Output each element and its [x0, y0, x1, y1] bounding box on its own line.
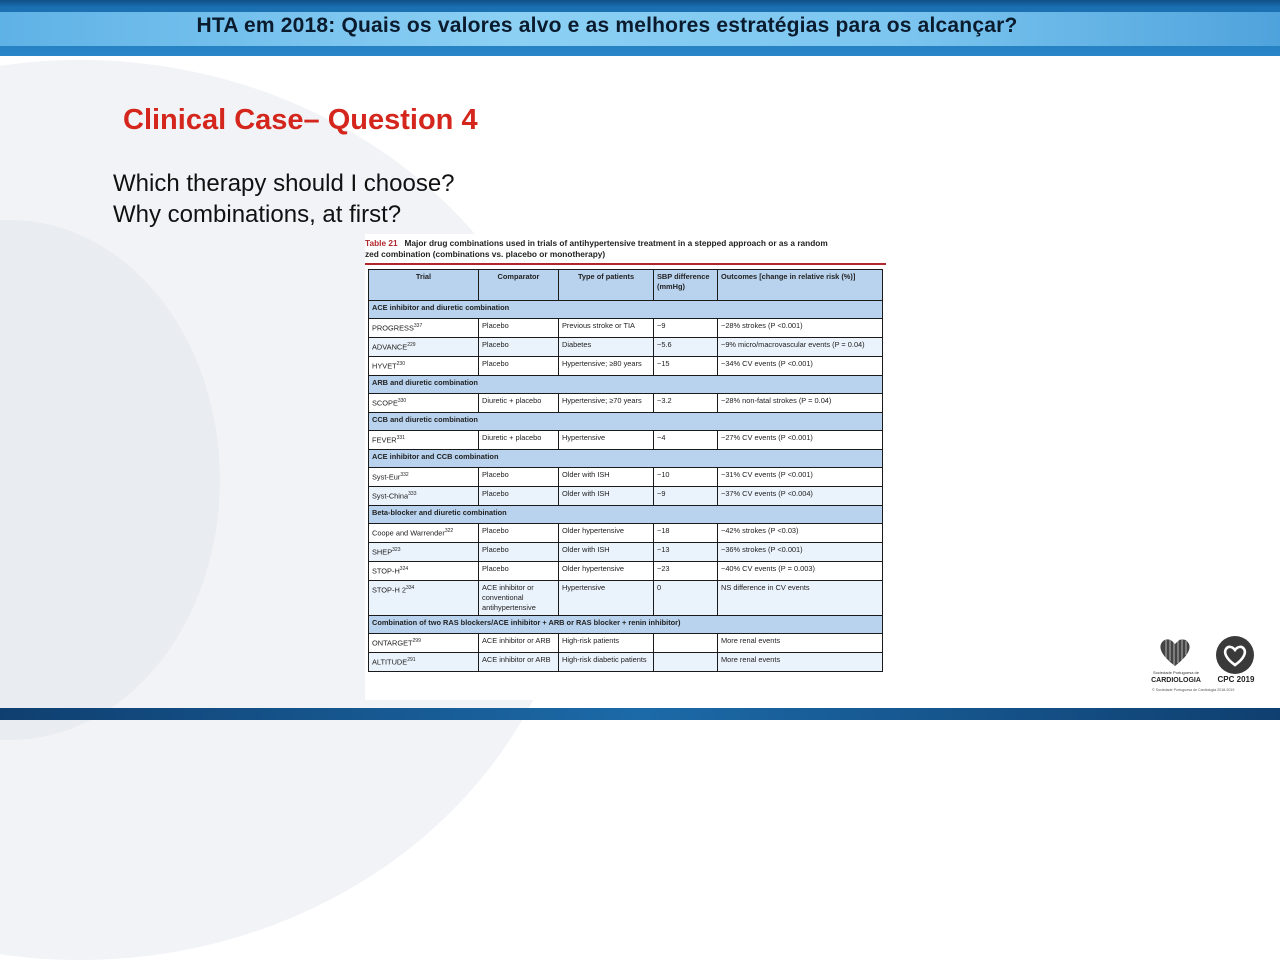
comparator-cell: Placebo	[479, 318, 559, 337]
cpc-logo	[1216, 636, 1254, 674]
table-row	[369, 523, 883, 542]
outcome-cell: −28% strokes (P <0.001)	[718, 318, 883, 337]
trial-name: Coope and Warrender	[372, 527, 445, 537]
patients-cell: Older with ISH	[559, 486, 654, 505]
outcome-cell: More renal events	[718, 633, 883, 652]
table-row	[369, 580, 883, 615]
cpc-label: CPC 2019	[1217, 675, 1255, 684]
trial-reference: 331	[396, 434, 405, 441]
comparator-cell: Placebo	[479, 337, 559, 356]
trial-cell	[369, 486, 479, 505]
outcome-cell: −31% CV events (P <0.001)	[718, 467, 883, 486]
outcome-cell: −40% CV events (P = 0.003)	[718, 561, 883, 580]
sbp-cell: −5.6	[654, 337, 718, 356]
patients-cell: High-risk diabetic patients	[559, 652, 654, 671]
table-group-row	[369, 505, 883, 523]
trial-cell	[369, 542, 479, 561]
patients-cell: Diabetes	[559, 337, 654, 356]
table-group-row	[369, 412, 883, 430]
group-title: ARB and diuretic combination	[369, 375, 883, 393]
outcome-cell: −42% strokes (P <0.03)	[718, 523, 883, 542]
patients-cell: Older hypertensive	[559, 523, 654, 542]
sbp-cell: −23	[654, 561, 718, 580]
trial-reference: 334	[405, 584, 415, 591]
outcome-cell: −34% CV events (P <0.001)	[718, 356, 883, 375]
table-group-row	[369, 615, 883, 633]
table-row	[369, 318, 883, 337]
sbp-cell: −9	[654, 318, 718, 337]
patients-cell: Previous stroke or TIA	[559, 318, 654, 337]
trial-reference: 230	[396, 360, 405, 367]
patients-cell: Hypertensive	[559, 430, 654, 449]
header-bar	[0, 0, 1280, 56]
sbp-cell: −18	[654, 523, 718, 542]
spc-name: CARDIOLOGIA	[1151, 677, 1201, 684]
trial-name: SCOPE	[372, 397, 398, 407]
trial-cell	[369, 430, 479, 449]
trial-cell	[369, 580, 479, 615]
question-1: Which therapy should I choose?	[113, 170, 455, 197]
comparator-cell: Placebo	[479, 523, 559, 542]
sbp-cell: 0	[654, 580, 718, 615]
outcome-cell: −37% CV events (P <0.004)	[718, 486, 883, 505]
outcome-cell: −27% CV events (P <0.001)	[718, 430, 883, 449]
trial-reference: 333	[408, 490, 417, 497]
trial-name: Syst-Eur	[372, 471, 401, 481]
trial-cell	[369, 652, 479, 671]
drug-combination-table-figure	[365, 234, 889, 700]
comparator-cell: Diuretic + placebo	[479, 430, 559, 449]
logos-area	[1150, 632, 1270, 698]
comparator-cell: Diuretic + placebo	[479, 393, 559, 412]
patients-cell: Hypertensive; ≥70 years	[559, 393, 654, 412]
trial-name: Syst-China	[372, 490, 409, 500]
outcome-cell: More renal events	[718, 652, 883, 671]
sbp-cell: −3.2	[654, 393, 718, 412]
comparator-cell: Placebo	[479, 467, 559, 486]
sbp-cell	[654, 652, 718, 671]
trial-name: SHEP	[372, 546, 393, 556]
group-title: Beta-blocker and diuretic combination	[369, 505, 883, 523]
table-row	[369, 542, 883, 561]
patients-cell: Older hypertensive	[559, 561, 654, 580]
trial-reference: 324	[399, 565, 409, 572]
sbp-cell: −4	[654, 430, 718, 449]
trial-reference: 291	[407, 656, 416, 663]
column-header: SBP difference (mmHg)	[654, 269, 718, 300]
table-group-row	[369, 375, 883, 393]
trial-cell	[369, 633, 479, 652]
table-row	[369, 467, 883, 486]
caption-divider	[365, 263, 886, 265]
trial-cell	[369, 318, 479, 337]
trial-reference: 322	[444, 527, 454, 534]
comparator-cell: Placebo	[479, 561, 559, 580]
trial-reference: 229	[407, 341, 416, 348]
trial-reference: 332	[400, 471, 409, 478]
table-header-row	[369, 269, 883, 300]
trial-name: FEVER	[372, 434, 397, 444]
spc-small-text: Sociedade Portuguesa de	[1152, 670, 1200, 675]
table-number: Table 21	[365, 238, 398, 248]
trial-name: STOP-H	[372, 565, 400, 575]
comparator-cell: Placebo	[479, 356, 559, 375]
table-row	[369, 337, 883, 356]
logo-footer: © Sociedade Portuguesa de Cardiologia 2018-2019	[1152, 688, 1235, 692]
outcome-cell: −9% micro/macrovascular events (P = 0.04)	[718, 337, 883, 356]
trial-name: STOP-H 2	[372, 584, 406, 594]
group-title: ACE inhibitor and diuretic combination	[369, 300, 883, 318]
column-header: Trial	[369, 269, 479, 300]
cpc-heart-icon	[1216, 636, 1254, 674]
trial-reference: 337	[413, 322, 423, 329]
outcome-cell: NS difference in CV events	[718, 580, 883, 615]
sbp-cell: −9	[654, 486, 718, 505]
comparator-cell: Placebo	[479, 542, 559, 561]
trial-cell	[369, 356, 479, 375]
comparator-cell: ACE inhibitor or conventional antihypertensive	[479, 580, 559, 615]
group-title: ACE inhibitor and CCB combination	[369, 449, 883, 467]
column-header: Comparator	[479, 269, 559, 300]
trial-name: ADVANCE	[372, 341, 408, 351]
table-group-row	[369, 449, 883, 467]
table-group-row	[369, 300, 883, 318]
sbp-cell	[654, 633, 718, 652]
trial-reference: 299	[412, 637, 421, 644]
comparator-cell: Placebo	[479, 486, 559, 505]
trial-name: ALTITUDE	[372, 656, 408, 666]
patients-cell: Hypertensive	[559, 580, 654, 615]
spc-heart-logo	[1158, 636, 1192, 668]
table-row	[369, 486, 883, 505]
outcome-cell: −36% strokes (P <0.001)	[718, 542, 883, 561]
trial-reference: 330	[397, 397, 407, 404]
question-2: Why combinations, at first?	[113, 201, 402, 228]
table-row	[369, 430, 883, 449]
patients-cell: High-risk patients	[559, 633, 654, 652]
table-row	[369, 356, 883, 375]
group-title: Combination of two RAS blockers/ACE inhibitor + ARB or RAS blocker + renin inhibitor)	[369, 615, 883, 633]
outcome-cell: −28% non-fatal strokes (P = 0.04)	[718, 393, 883, 412]
table-caption-line1: Major drug combinations used in trials of antihypertensive treatment in a stepped approach or as a random	[404, 238, 828, 248]
slide-header-title: HTA em 2018: Quais os valores alvo e as melhores estratégias para os alcançar?	[196, 14, 1018, 37]
table-row	[369, 633, 883, 652]
patients-cell: Older with ISH	[559, 542, 654, 561]
table-caption	[365, 234, 889, 260]
table-row	[369, 393, 883, 412]
trial-name: ONTARGET	[372, 637, 413, 647]
patients-cell: Hypertensive; ≥80 years	[559, 356, 654, 375]
trial-cell	[369, 523, 479, 542]
trial-name: PROGRESS	[372, 322, 414, 332]
footer-bar	[0, 708, 1280, 720]
trial-cell	[369, 561, 479, 580]
trial-name: HYVET	[372, 360, 397, 370]
trial-cell	[369, 337, 479, 356]
slide-heading: Clinical Case– Question 4	[123, 104, 478, 136]
trial-cell	[369, 467, 479, 486]
sbp-cell: −15	[654, 356, 718, 375]
comparator-cell: ACE inhibitor or ARB	[479, 633, 559, 652]
sbp-cell: −10	[654, 467, 718, 486]
table-caption-line2: zed combination (combinations vs. placebo or monotherapy)	[365, 249, 606, 259]
sbp-cell: −13	[654, 542, 718, 561]
comparator-cell: ACE inhibitor or ARB	[479, 652, 559, 671]
trial-reference: 323	[392, 546, 401, 553]
column-header: Outcomes [change in relative risk (%)]	[718, 269, 883, 300]
drug-combination-table	[368, 269, 883, 672]
table-row	[369, 652, 883, 671]
patients-cell: Older with ISH	[559, 467, 654, 486]
group-title: CCB and diuretic combination	[369, 412, 883, 430]
table-row	[369, 561, 883, 580]
trial-cell	[369, 393, 479, 412]
column-header: Type of patients	[559, 269, 654, 300]
